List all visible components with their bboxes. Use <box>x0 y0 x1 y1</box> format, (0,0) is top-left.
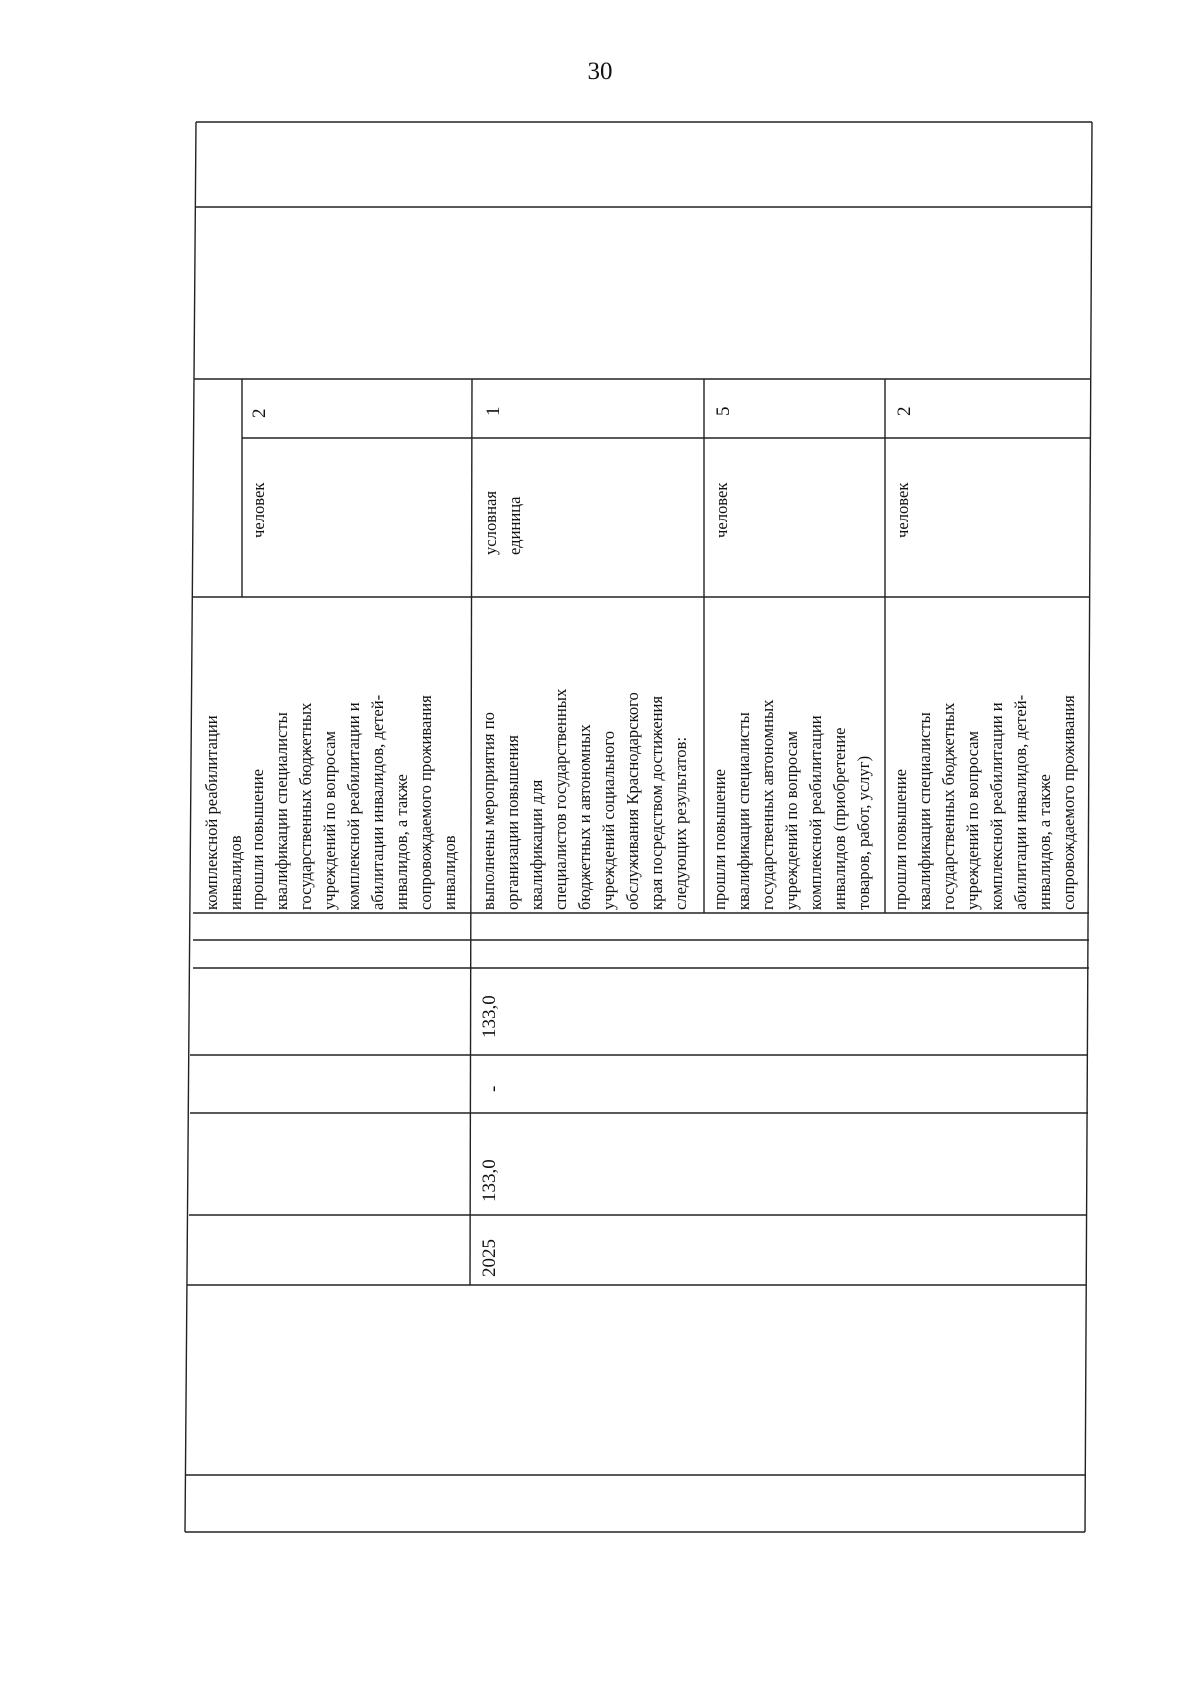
amount-cell: 133,0 <box>479 1159 500 1202</box>
row-3-description: прошли повышение квалификации специалисты государственных автономных учреждений по вопросам комплексной реабилитации инвалидов (приобретение товаров, работ, услуг) <box>710 699 873 910</box>
row-1-value: 2 <box>249 408 270 418</box>
row-4-description: прошли повышение квалификации специалисты государственных бюджетных учреждений по вопросам комплексной реабилитации и абилитации инвалидов, детей- инвалидов, а также сопровождаемого проживания <box>891 694 1078 910</box>
row-3-unit: человек <box>712 482 731 538</box>
row-4-value: 2 <box>894 406 915 416</box>
year-cell: 2025 <box>479 1239 500 1277</box>
row-1-unit: человек <box>249 482 268 538</box>
page-number: 30 <box>587 58 613 85</box>
row-4-unit: человек <box>893 482 912 538</box>
row-2-description: выполнены мероприятия по организации повышения квалификации для специалистов государственных бюджетных и автономных учреждений социального обслуживания Краснодарского края посредством достижения следующих результатов: <box>479 688 690 910</box>
row-2-value: 1 <box>483 406 504 416</box>
dash-cell: - <box>483 1085 504 1092</box>
total-cell: 133,0 <box>479 995 500 1038</box>
row-1-description: прошли повышение квалификации специалисты государственных бюджетных учреждений по вопросам комплексной реабилитации и абилитации инвалидов, детей- инвалидов, а также сопровождаемого проживания инвалидов <box>248 694 459 910</box>
cell-top-text: комплексной реабилитации инвалидов <box>202 715 245 910</box>
row-3-value: 5 <box>713 406 734 416</box>
row-2-unit: условная единица <box>481 491 524 555</box>
